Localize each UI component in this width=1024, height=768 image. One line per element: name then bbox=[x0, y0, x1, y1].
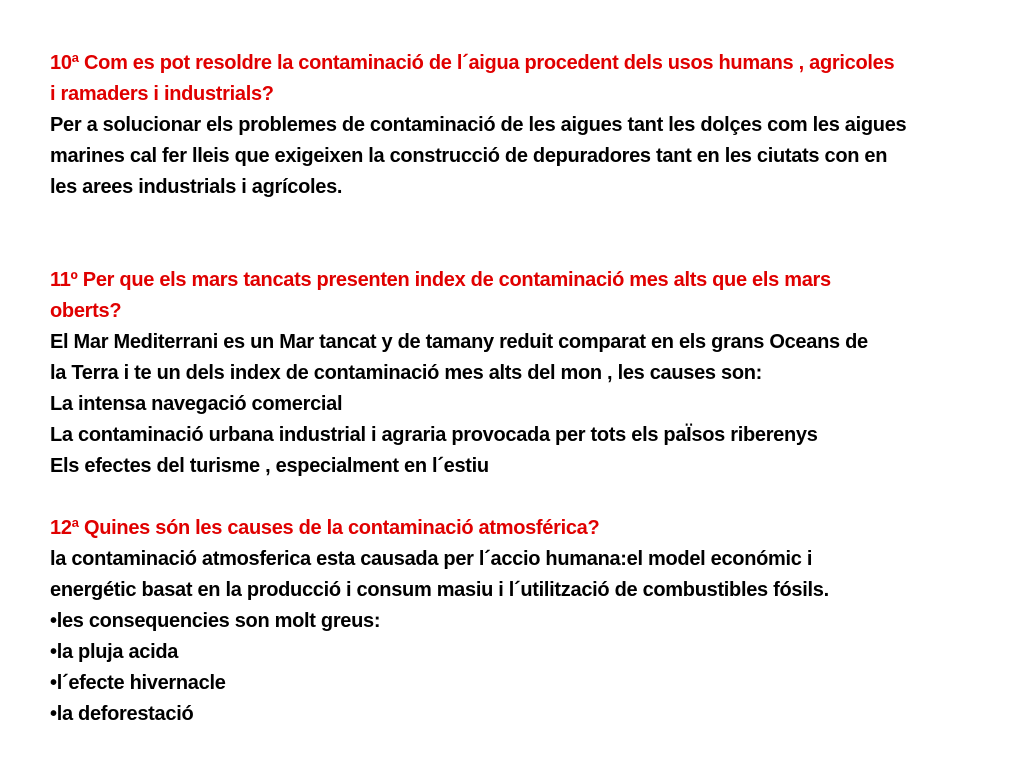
answer-12-bullet-1: •les consequencies son molt greus: bbox=[50, 610, 381, 632]
answer-12-line-2: energétic basat en la producció i consum masiu i l´utilització de combustibles fósils. bbox=[50, 579, 829, 601]
question-10-line-1: 10ª Com es pot resoldre la contaminació de l´aigua procedent dels usos humans , agricoles bbox=[50, 52, 895, 74]
question-12-line-1: 12ª Quines són les causes de la contaminació atmosférica? bbox=[50, 517, 600, 539]
answer-12-bullet-3: •l´efecte hivernacle bbox=[50, 672, 226, 694]
answer-12-bullet-2: •la pluja acida bbox=[50, 641, 179, 663]
answer-12-bullet-4: •la deforestació bbox=[50, 703, 194, 725]
answer-10-line-2: marines cal fer lleis que exigeixen la construcció de depuradores tant en les ciutats con en bbox=[50, 145, 888, 167]
question-10-line-2: i ramaders i industrials? bbox=[50, 83, 274, 105]
answer-11-line-4: La contaminació urbana industrial i agraria provocada per tots els paÏsos riberenys bbox=[50, 424, 818, 446]
slide-text-body bbox=[50, 48, 1005, 730]
answer-11-line-5: Els efectes del turisme , especialment en l´estiu bbox=[50, 455, 489, 477]
question-block-12 bbox=[50, 513, 1005, 730]
question-block-11 bbox=[50, 265, 1005, 482]
spacer bbox=[50, 482, 1005, 513]
question-block-10 bbox=[50, 48, 1005, 203]
question-11-line-2: oberts? bbox=[50, 300, 122, 322]
question-11-line-1: 11º Per que els mars tancats presenten index de contaminació mes alts que els mars bbox=[50, 269, 831, 291]
answer-11-line-3: La intensa navegació comercial bbox=[50, 393, 343, 415]
answer-12-line-1: la contaminació atmosferica esta causada per l´accio humana:el model económic i bbox=[50, 548, 813, 570]
answer-10-line-3: les arees industrials i agrícoles. bbox=[50, 176, 343, 198]
answer-11-line-1: El Mar Mediterrani es un Mar tancat y de tamany reduit comparat en els grans Oceans de bbox=[50, 331, 868, 353]
answer-11-line-2: la Terra i te un dels index de contaminació mes alts del mon , les causes son: bbox=[50, 362, 763, 384]
answer-10-line-1: Per a solucionar els problemes de contaminació de les aigues tant les dolçes com les aigues bbox=[50, 114, 907, 136]
spacer bbox=[50, 203, 1005, 265]
